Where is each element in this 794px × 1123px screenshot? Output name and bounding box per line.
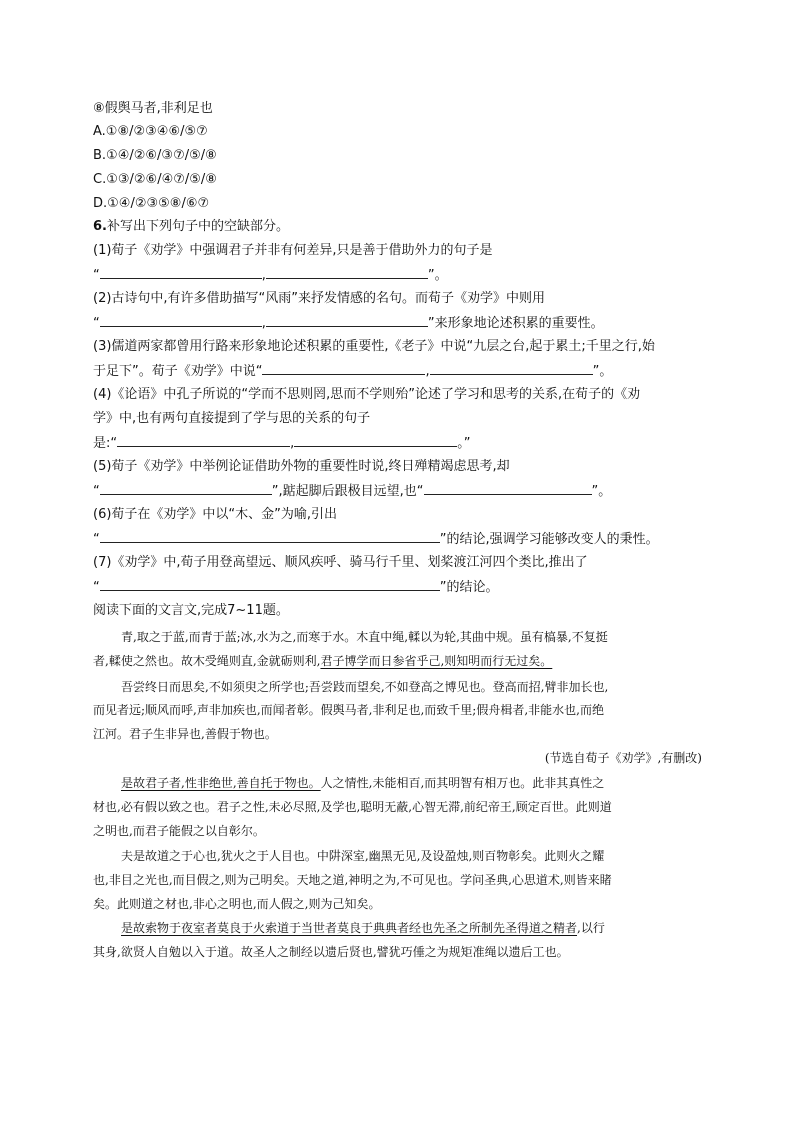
q6-5-blank-1[interactable] xyxy=(100,482,272,495)
passage-p3-line1 xyxy=(121,774,604,792)
reading-instruction: 阅读下面的文言文,完成7~11题。 xyxy=(93,603,289,618)
q6-2-answer-line xyxy=(93,314,604,333)
q6-4-prompt-line2: 学》中,也有两句直接提到了学与思的关系的句子 xyxy=(93,411,371,426)
comma: , xyxy=(290,436,295,451)
passage-p2-line1: 吾尝终日而思矣,不如须臾之所学也;吾尝跂而望矣,不如登高之博见也。登高而招,臂非加长也, xyxy=(121,680,609,694)
passage-source: (节选自荀子《劝学》,有删改) xyxy=(544,751,702,765)
q6-7-prompt: (7)《劝学》中,荀子用登高望远、顺风疾呼、骑马行千里、划桨渡江河四个类比,推出了 xyxy=(93,555,588,570)
q6-2-blank-1[interactable] xyxy=(100,314,262,327)
passage-p1-line1: 青,取之于蓝,而青于蓝;冰,水为之,而寒于水。木直中绳,輮以为轮,其曲中规。虽有槁暴,不复挺 xyxy=(121,630,608,644)
q6-4-prompt: (4)《论语》中孔子所说的“学而不思则罔,思而不学则殆”论述了学习和思考的关系,在荀子的《劝 xyxy=(93,387,641,402)
after-text: ”的结论。 xyxy=(439,580,499,595)
q6-3-prompt: (3)儒道两家都曾用行路来形象地论述积累的重要性,《老子》中说“九层之台,起于累土;千里之行,始 xyxy=(93,339,655,354)
open-quote: “ xyxy=(93,268,100,283)
q6-3-blank-2[interactable] xyxy=(430,362,593,375)
after-text: ”的结论,强调学习能够改变人的秉性。 xyxy=(439,532,659,547)
lead-text: 是:“ xyxy=(93,436,118,451)
passage-p1-line2 xyxy=(93,652,552,670)
open-quote: “ xyxy=(93,316,100,331)
q6-title: 补写出下列句子中的空缺部分。 xyxy=(106,219,289,234)
close-quote: ”。 xyxy=(427,268,448,283)
q6-6-answer-line xyxy=(93,530,659,549)
passage-p2-line2: 而见者远;顺风而呼,声非加疾也,而闻者彰。假舆马者,非利足也,而致千里;假舟楫者,非能水也,而绝 xyxy=(93,703,604,717)
comma: , xyxy=(425,364,430,379)
passage-p4-line3: 矣。此则道之材也,非心之明也,而人假之,则为己知矣。 xyxy=(93,897,381,911)
q5-option-c: C.①③/②⑥/④⑦/⑤/⑧ xyxy=(93,172,217,187)
q6-5-prompt: (5)荀子《劝学》中举例论证借助外物的重要性时说,终日殚精竭虑思考,却 xyxy=(93,459,510,474)
q6-number: 6. xyxy=(93,219,107,234)
q6-2-blank-2[interactable] xyxy=(266,314,428,327)
mid-text: ”,踮起脚后跟极目远望,也“ xyxy=(271,484,424,499)
q6-4-blank-2[interactable] xyxy=(294,434,457,447)
q5-option-a: A.①⑧/②③④⑥/⑤⑦ xyxy=(93,124,208,139)
p3-plain-text: 人之情性,未能相百,而其明智有相万也。此非其真性之 xyxy=(320,776,605,790)
q6-5-blank-2[interactable] xyxy=(424,482,592,495)
p3-underlined-sentence: 是故君子者,性非绝世,善自托于物也。 xyxy=(121,776,321,790)
passage-p5-line2: 其身,欲贤人自勉以入于道。故圣人之制经以遗后贤也,譬犹巧倕之为规矩准绳以遗后工也。 xyxy=(93,945,569,959)
p1-underlined-sentence: 君子博学而日参省乎己,则知明而行无过矣。 xyxy=(320,654,553,668)
q6-5-answer-line xyxy=(93,482,611,501)
q6-7-blank[interactable] xyxy=(100,578,440,591)
q6-1-prompt: (1)荀子《劝学》中强调君子并非有何差异,只是善于借助外力的句子是 xyxy=(93,243,493,258)
passage-p3-line2: 材也,必有假以致之也。君子之性,未必尽照,及学也,聪明无蔽,心智无滞,前纪帝王,顾定百世。此则道 xyxy=(93,800,612,814)
q6-4-blank-1[interactable] xyxy=(117,434,290,447)
open-quote: “ xyxy=(93,580,100,595)
comma: , xyxy=(261,316,266,331)
passage-p4-line1: 夫是故道之于心也,犹火之于人目也。中阱深室,幽黑无见,及设盈烛,则百物彰矣。此则火之耀 xyxy=(121,849,605,863)
q5-option-b: B.①④/②⑥/③⑦/⑤/⑧ xyxy=(93,148,217,163)
q6-2-prompt: (2)古诗句中,有许多借助描写“风雨”来抒发情感的名句。而荀子《劝学》中则用 xyxy=(93,291,546,306)
comma: , xyxy=(261,268,266,283)
q6-1-blank-1[interactable] xyxy=(100,266,262,279)
p5-plain-text: ,以行 xyxy=(577,921,605,935)
close-quote: 。” xyxy=(457,436,471,451)
p1-plain-text: 者,輮使之然也。故木受绳则直,金就砺则利, xyxy=(93,654,321,668)
q6-7-answer-line xyxy=(93,578,499,597)
passage-p5-line1 xyxy=(121,919,605,937)
passage-p4-line2: 也,非目之光也,而目假之,则为己明矣。天地之道,神明之为,不可见也。学问圣典,心思道术,则皆来睹 xyxy=(93,873,612,887)
after-text: ”来形象地论述积累的重要性。 xyxy=(427,316,604,331)
close-quote: ”。 xyxy=(592,364,613,379)
passage-p3-line3: 之明也,而君子能假之以自彰尔。 xyxy=(93,824,265,838)
open-quote: “ xyxy=(93,484,100,499)
q6-heading xyxy=(93,218,289,236)
p5-underlined-sentence: 是故索物于夜室者莫良于火索道于当世者莫良于典典者经也先圣之所制先圣得道之精者 xyxy=(121,921,578,935)
q6-4-answer-line xyxy=(93,434,471,453)
open-quote: “ xyxy=(93,532,100,547)
q5-item-8: ⑧假舆马者,非利足也 xyxy=(93,101,213,116)
q5-option-d: D.①④/②③⑤⑧/⑥⑦ xyxy=(93,196,210,211)
close-quote: ”。 xyxy=(591,484,612,499)
q6-1-blank-2[interactable] xyxy=(266,266,428,279)
q6-3-line2: 于足下”。荀子《劝学》中说“ xyxy=(93,364,263,379)
passage-p2-line3: 江河。君子生非异也,善假于物也。 xyxy=(93,727,277,741)
q6-6-blank[interactable] xyxy=(100,530,440,543)
q6-3-blank-1[interactable] xyxy=(262,362,425,375)
q6-6-prompt: (6)荀子在《劝学》中以“木、金”为喻,引出 xyxy=(93,507,338,522)
q6-1-answer-line xyxy=(93,266,448,285)
q6-3-answer-line xyxy=(93,362,612,381)
